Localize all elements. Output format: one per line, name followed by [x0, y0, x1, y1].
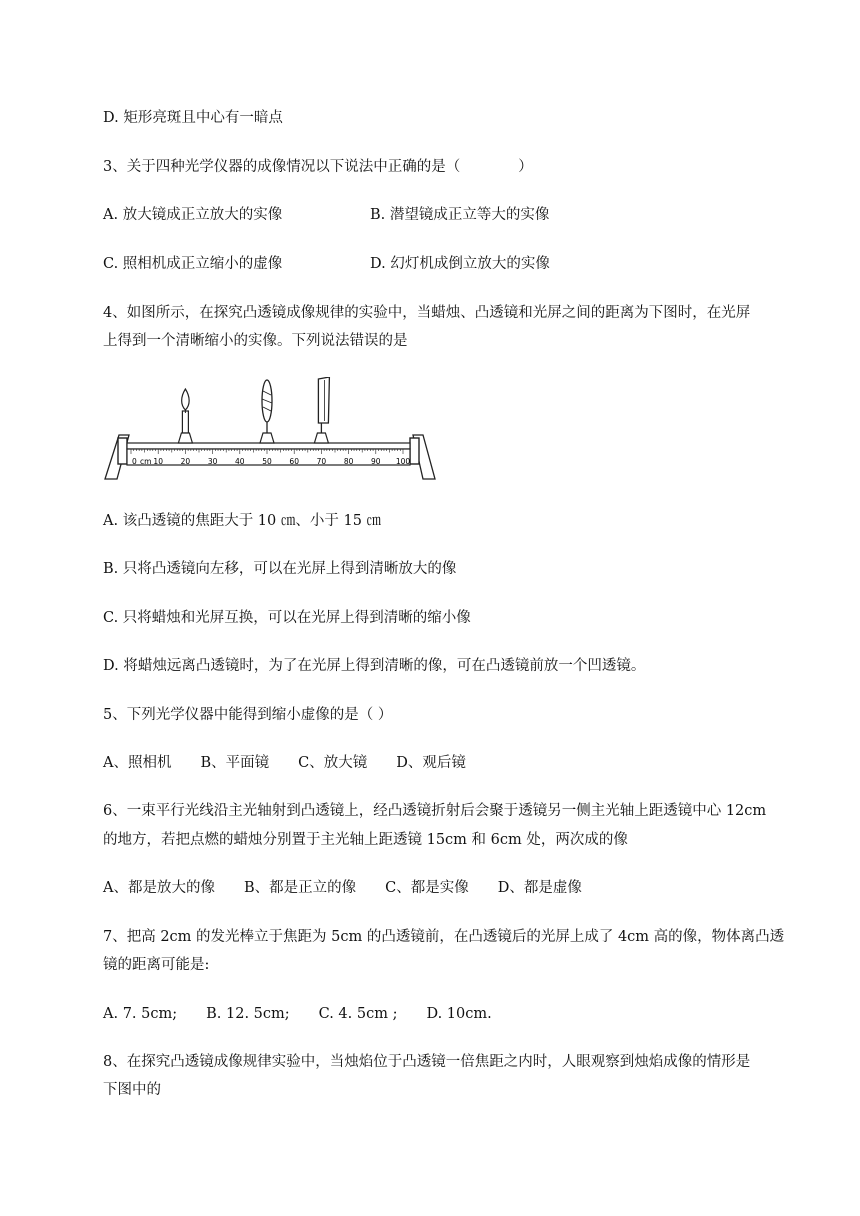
q8-stem-line2: 下图中的	[103, 1082, 161, 1098]
q3-option-b: B. 潜望镜成正立等大的实像	[370, 207, 550, 223]
tick-label: 10	[153, 457, 163, 466]
q4-option-c: C. 只将蜡烛和光屏互换，可以在光屏上得到清晰的缩小像	[103, 610, 471, 626]
q6-options: A、都是放大的像 B、都是正立的像 C、都是实像 D、都是虚像	[103, 880, 582, 896]
q3-stem: 3、关于四种光学仪器的成像情况以下说法中正确的是（ ）	[103, 159, 533, 175]
tick-label: 50	[262, 457, 272, 466]
q2-option-d: D. 矩形亮斑且中心有一暗点	[103, 110, 283, 126]
q5-options: A、照相机 B、平面镜 C、放大镜 D、观后镜	[103, 755, 466, 771]
tick-label: 90	[371, 457, 381, 466]
candle	[178, 389, 192, 443]
tick-label: 80	[343, 457, 354, 466]
q7-stem-line1: 7、把高 2cm 的发光棒立于焦距为 5cm 的凸透镜前，在凸透镜后的光屏上成了 4cm 高的像，物体离凸透	[103, 929, 785, 945]
q4-stem-line2: 上得到一个清晰缩小的实像。下列说法错误的是	[103, 333, 408, 349]
q4-option-d: D. 将蜡烛远离凸透镜时，为了在光屏上得到清晰的像，可在凸透镜前放一个凹透镜。	[103, 658, 646, 674]
q6-stem-line1: 6、一束平行光线沿主光轴射到凸透镜上，经凸透镜折射后会聚于透镜另一侧主光轴上距透镜中心 12cm	[103, 803, 767, 819]
q7-options: A. 7. 5cm; B. 12. 5cm; C. 4. 5cm ; D. 10cm.	[103, 1006, 492, 1022]
convex-lens	[260, 380, 274, 443]
q5-stem: 5、下列光学仪器中能得到缩小虚像的是（ ）	[103, 707, 393, 723]
q3-option-c: C. 照相机成正立缩小的虚像	[103, 256, 283, 272]
optical-bench-figure	[103, 377, 438, 487]
bench-rail	[127, 443, 410, 449]
unit-label: cm	[140, 457, 152, 466]
left-end-post	[118, 438, 127, 464]
q6-stem-line2: 的地方，若把点燃的蜡烛分别置于主光轴上距透镜 15cm 和 6cm 处，两次成的像	[103, 832, 628, 848]
q8-stem-line1: 8、在探究凸透镜成像规律实验中，当烛焰位于凸透镜一倍焦距之内时，人眼观察到烛焰成像的情形是	[103, 1054, 751, 1070]
q4-stem-line1: 4、如图所示，在探究凸透镜成像规律的实验中，当蜡烛、凸透镜和光屏之间的距离为下图时，在光屏	[103, 305, 751, 321]
light-screen	[314, 377, 329, 443]
q3-option-a: A. 放大镜成正立放大的实像	[103, 207, 283, 223]
q3-option-d: D. 幻灯机成倒立放大的实像	[370, 256, 550, 272]
tick-label: 70	[316, 457, 327, 466]
tick-label: 20	[180, 457, 191, 466]
tick-label: 30	[207, 457, 218, 466]
q7-stem-line2: 镜的距离可能是:	[103, 957, 210, 973]
tick-label: 60	[289, 457, 299, 466]
q4-option-b: B. 只将凸透镜向左移，可以在光屏上得到清晰放大的像	[103, 561, 457, 577]
tick-label: 0	[132, 457, 137, 466]
tick-label: 40	[235, 457, 245, 466]
q4-option-a: A. 该凸透镜的焦距大于 10 ㎝、小于 15 ㎝	[103, 513, 382, 529]
tick-label: 100	[395, 457, 411, 466]
right-end-post	[410, 438, 419, 464]
